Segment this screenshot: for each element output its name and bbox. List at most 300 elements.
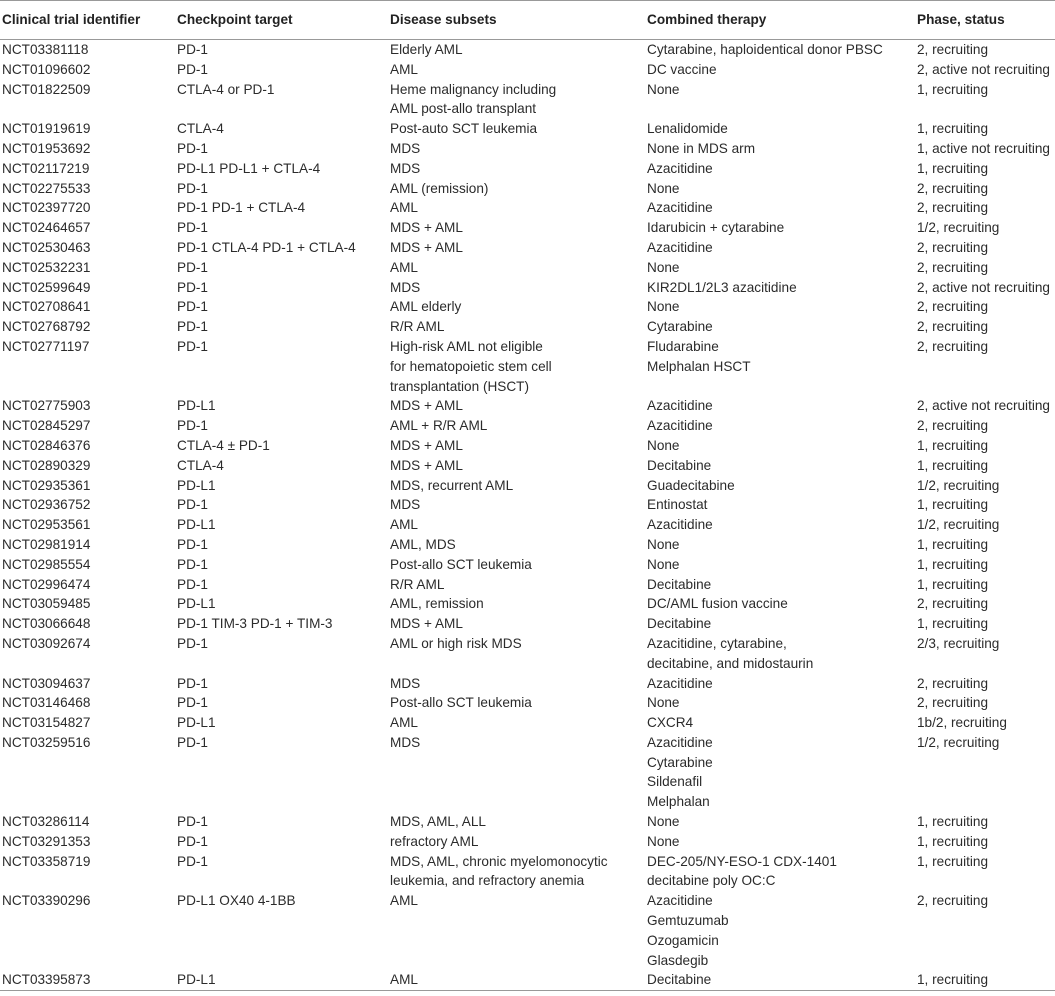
combined-therapy-cell — [645, 555, 915, 575]
trial-id-cell: NCT02768792 — [2, 319, 91, 335]
combined-therapy-cell-line: Glasdegib — [647, 952, 709, 968]
combined-therapy-cell — [645, 60, 915, 80]
combined-therapy-cell — [645, 674, 915, 694]
disease-subsets-cell — [388, 198, 645, 218]
combined-therapy-cell-line: DC vaccine — [647, 61, 717, 77]
phase-status-cell: 1, recruiting — [917, 972, 989, 988]
table-row — [0, 258, 1055, 278]
disease-subsets-cell — [388, 179, 645, 199]
combined-therapy-cell-line: Sildenafil — [647, 774, 703, 790]
table-row — [0, 535, 1055, 555]
table-row — [0, 832, 1055, 852]
trial-id-cell: NCT02935361 — [2, 477, 91, 493]
table-row — [0, 119, 1055, 139]
combined-therapy-cell — [645, 733, 915, 812]
checkpoint-target-cell: PD-1 — [177, 338, 208, 354]
combined-therapy-cell-line: Entinostat — [647, 497, 708, 513]
phase-status-cell: 1, recruiting — [917, 576, 989, 592]
checkpoint-target-cell: PD-1 — [177, 259, 208, 275]
table-row — [0, 812, 1055, 832]
disease-subsets-cell — [388, 436, 645, 456]
combined-therapy-cell — [645, 396, 915, 416]
combined-therapy-cell-line: KIR2DL1/2L3 azacitidine — [647, 279, 797, 295]
trial-id-cell: NCT02708641 — [2, 299, 91, 315]
disease-subsets-cell — [388, 852, 645, 892]
table-row — [0, 80, 1055, 120]
combined-therapy-cell-line: Cytarabine, haploidentical donor PBSC — [647, 42, 883, 57]
disease-subsets-cell-line: MDS + AML — [390, 398, 463, 414]
combined-therapy-cell — [645, 693, 915, 713]
header-checkpoint-target: Checkpoint target — [177, 12, 293, 28]
phase-status-cell: 2, recruiting — [917, 893, 989, 909]
table-row — [0, 693, 1055, 713]
disease-subsets-cell — [388, 555, 645, 575]
trial-id-cell: NCT02996474 — [2, 576, 91, 592]
table-row — [0, 614, 1055, 634]
combined-therapy-cell-line: None in MDS arm — [647, 140, 756, 156]
combined-therapy-cell-line: Azacitidine — [647, 239, 713, 255]
combined-therapy-cell-line: None — [647, 814, 680, 830]
phase-status-cell: 2, recruiting — [917, 695, 989, 711]
combined-therapy-cell — [645, 891, 915, 970]
table-body — [0, 40, 1055, 991]
table-row — [0, 891, 1055, 970]
checkpoint-target-cell: PD-1 — [177, 635, 208, 651]
disease-subsets-cell-line: AML post-allo transplant — [390, 101, 537, 117]
phase-status-cell: 1, recruiting — [917, 437, 989, 453]
combined-therapy-cell — [645, 970, 915, 990]
table-row — [0, 337, 1055, 396]
disease-subsets-cell — [388, 297, 645, 317]
phase-status-cell: 2, recruiting — [917, 259, 989, 275]
combined-therapy-cell-line: None — [647, 299, 680, 315]
phase-status-cell: 2, recruiting — [917, 200, 989, 216]
trial-id-cell: NCT02117219 — [2, 160, 90, 176]
combined-therapy-cell — [645, 179, 915, 199]
header-disease-subsets: Disease subsets — [390, 12, 497, 28]
disease-subsets-cell — [388, 159, 645, 179]
trial-id-cell: NCT02953561 — [2, 517, 91, 533]
checkpoint-target-cell: PD-1 — [177, 576, 208, 592]
disease-subsets-cell-line: AML elderly — [390, 299, 462, 315]
trial-id-cell: NCT01953692 — [2, 140, 91, 156]
disease-subsets-cell-line: MDS + AML — [390, 616, 463, 632]
trial-id-cell: NCT02397720 — [2, 200, 91, 216]
disease-subsets-cell-line: Elderly AML — [390, 42, 463, 57]
trial-id-cell: NCT02771197 — [2, 338, 90, 354]
header-combined-therapy: Combined therapy — [647, 12, 767, 28]
disease-subsets-cell-line: Post-allo SCT leukemia — [390, 695, 532, 711]
disease-subsets-cell-line: MDS — [390, 497, 421, 513]
table-header — [0, 1, 1055, 40]
disease-subsets-cell-line: AML — [390, 972, 418, 988]
disease-subsets-cell — [388, 317, 645, 337]
table-row — [0, 198, 1055, 218]
combined-therapy-cell — [645, 515, 915, 535]
disease-subsets-cell — [388, 476, 645, 496]
trial-id-cell: NCT03146468 — [2, 695, 91, 711]
checkpoint-target-cell: PD-L1 — [177, 517, 216, 533]
combined-therapy-cell-line: None — [647, 833, 680, 849]
combined-therapy-cell — [645, 119, 915, 139]
combined-therapy-cell — [645, 337, 915, 396]
table-row — [0, 40, 1055, 60]
disease-subsets-cell — [388, 119, 645, 139]
checkpoint-target-cell: PD-1 — [177, 319, 208, 335]
combined-therapy-cell — [645, 40, 915, 60]
disease-subsets-cell — [388, 456, 645, 476]
table-row — [0, 139, 1055, 159]
disease-subsets-cell-line: AML (remission) — [390, 180, 489, 196]
combined-therapy-cell-line: Decitabine — [647, 576, 712, 592]
checkpoint-target-cell: PD-1 — [177, 853, 208, 869]
disease-subsets-cell-line: R/R AML — [390, 576, 445, 592]
disease-subsets-cell — [388, 891, 645, 970]
checkpoint-target-cell: PD-L1 — [177, 398, 216, 414]
checkpoint-target-cell: CTLA-4 — [177, 121, 224, 137]
checkpoint-target-cell: PD-L1 PD-L1 + CTLA-4 — [177, 160, 321, 176]
trial-id-cell: NCT02890329 — [2, 457, 91, 473]
checkpoint-target-cell: PD-L1 — [177, 715, 216, 731]
trial-id-cell: NCT03259516 — [2, 734, 91, 750]
trial-id-cell: NCT03066648 — [2, 616, 91, 632]
checkpoint-target-cell: PD-1 — [177, 61, 208, 77]
table-row — [0, 733, 1055, 812]
disease-subsets-cell-line: AML, remission — [390, 596, 484, 612]
trial-id-cell: NCT02985554 — [2, 556, 91, 572]
checkpoint-target-cell: PD-1 — [177, 814, 208, 830]
combined-therapy-cell-line: Decitabine — [647, 457, 712, 473]
combined-therapy-cell-line: Decitabine — [647, 616, 712, 632]
trial-id-cell: NCT02599649 — [2, 279, 91, 295]
disease-subsets-cell-line: MDS + AML — [390, 239, 463, 255]
checkpoint-target-cell: CTLA-4 or PD-1 — [177, 81, 275, 97]
table-row — [0, 970, 1055, 990]
table-row — [0, 456, 1055, 476]
disease-subsets-cell-line: MDS + AML — [390, 437, 463, 453]
combined-therapy-cell-line: CXCR4 — [647, 715, 694, 731]
trial-id-cell: NCT03092674 — [2, 635, 91, 651]
combined-therapy-cell-line: None — [647, 81, 680, 97]
combined-therapy-cell-line: DC/AML fusion vaccine — [647, 596, 788, 612]
disease-subsets-cell — [388, 258, 645, 278]
disease-subsets-cell — [388, 218, 645, 238]
combined-therapy-cell-line: Azacitidine, cytarabine, — [647, 635, 787, 651]
phase-status-cell: 2, recruiting — [917, 418, 989, 434]
disease-subsets-cell-line: MDS — [390, 734, 421, 750]
combined-therapy-cell-line: DEC-205/NY-ESO-1 CDX-1401 — [647, 853, 837, 869]
trial-id-cell: NCT03390296 — [2, 893, 91, 909]
checkpoint-target-cell: PD-1 — [177, 140, 208, 156]
combined-therapy-cell — [645, 317, 915, 337]
disease-subsets-cell — [388, 535, 645, 555]
checkpoint-target-cell: CTLA-4 ± PD-1 — [177, 437, 270, 453]
table-row — [0, 515, 1055, 535]
phase-status-cell: 2, recruiting — [917, 42, 989, 57]
combined-therapy-cell-line: decitabine, and midostaurin — [647, 655, 814, 671]
disease-subsets-cell — [388, 812, 645, 832]
combined-therapy-cell — [645, 476, 915, 496]
disease-subsets-cell-line: MDS — [390, 675, 421, 691]
checkpoint-target-cell: PD-L1 — [177, 477, 216, 493]
phase-status-cell: 1, recruiting — [917, 833, 989, 849]
combined-therapy-cell — [645, 238, 915, 258]
disease-subsets-cell — [388, 278, 645, 298]
trial-id-cell: NCT03291353 — [2, 833, 91, 849]
disease-subsets-cell-line: refractory AML — [390, 833, 479, 849]
checkpoint-target-cell: PD-1 — [177, 180, 208, 196]
phase-status-cell: 1, recruiting — [917, 556, 989, 572]
combined-therapy-cell — [645, 278, 915, 298]
checkpoint-target-cell: PD-1 — [177, 279, 208, 295]
disease-subsets-cell-line: AML — [390, 61, 418, 77]
disease-subsets-cell — [388, 674, 645, 694]
combined-therapy-cell — [645, 258, 915, 278]
phase-status-cell: 2, recruiting — [917, 239, 989, 255]
disease-subsets-cell-line: AML — [390, 200, 418, 216]
phase-status-cell: 2, active not recruiting — [917, 61, 1050, 77]
disease-subsets-cell-line: AML or high risk MDS — [390, 635, 522, 651]
disease-subsets-cell-line: Heme malignancy including — [390, 81, 557, 97]
table-row — [0, 60, 1055, 80]
combined-therapy-cell-line: Azacitidine — [647, 200, 713, 216]
combined-therapy-cell — [645, 198, 915, 218]
phase-status-cell: 2, recruiting — [917, 675, 989, 691]
phase-status-cell: 2, recruiting — [917, 180, 989, 196]
combined-therapy-cell — [645, 713, 915, 733]
trial-id-cell: NCT02775903 — [2, 398, 91, 414]
table-row — [0, 555, 1055, 575]
phase-status-cell: 1/2, recruiting — [917, 477, 1000, 493]
disease-subsets-cell-line: MDS — [390, 140, 421, 156]
combined-therapy-cell-line: Melphalan — [647, 794, 710, 810]
table-row — [0, 852, 1055, 892]
trial-id-cell: NCT02846376 — [2, 437, 91, 453]
checkpoint-target-cell: PD-1 — [177, 497, 208, 513]
table-row — [0, 634, 1055, 674]
table-row — [0, 218, 1055, 238]
table-row — [0, 594, 1055, 614]
table-row — [0, 713, 1055, 733]
table-row — [0, 278, 1055, 298]
phase-status-cell: 1/2, recruiting — [917, 220, 1000, 236]
disease-subsets-cell-line: MDS, AML, chronic myelomonocytic — [390, 853, 608, 869]
trial-id-cell: NCT02845297 — [2, 418, 91, 434]
phase-status-cell: 2, active not recruiting — [917, 398, 1050, 414]
phase-status-cell: 2, recruiting — [917, 299, 989, 315]
checkpoint-target-cell: PD-1 — [177, 220, 208, 236]
disease-subsets-cell — [388, 80, 645, 120]
phase-status-cell: 2, recruiting — [917, 338, 989, 354]
checkpoint-target-cell: PD-1 PD-1 + CTLA-4 — [177, 200, 306, 216]
disease-subsets-cell-line: MDS, AML, ALL — [390, 814, 486, 830]
combined-therapy-cell — [645, 852, 915, 892]
combined-therapy-cell — [645, 812, 915, 832]
disease-subsets-cell-line: AML — [390, 517, 418, 533]
trial-id-cell: NCT02275533 — [2, 180, 91, 196]
trial-id-cell: NCT03381118 — [2, 42, 89, 57]
combined-therapy-cell-line: None — [647, 259, 680, 275]
disease-subsets-cell — [388, 416, 645, 436]
trial-id-cell: NCT03059485 — [2, 596, 91, 612]
table-row — [0, 575, 1055, 595]
disease-subsets-cell-line: MDS, recurrent AML — [390, 477, 514, 493]
trial-id-cell: NCT03154827 — [2, 715, 91, 731]
combined-therapy-cell — [645, 832, 915, 852]
disease-subsets-cell — [388, 139, 645, 159]
combined-therapy-cell-line: Azacitidine — [647, 517, 713, 533]
header-trial-identifier: Clinical trial identifier — [2, 12, 141, 28]
header-row — [0, 1, 1055, 40]
disease-subsets-cell — [388, 495, 645, 515]
trial-id-cell: NCT02530463 — [2, 239, 91, 255]
disease-subsets-cell — [388, 396, 645, 416]
combined-therapy-cell — [645, 159, 915, 179]
disease-subsets-cell — [388, 614, 645, 634]
combined-therapy-cell-line: decitabine poly OC:C — [647, 873, 776, 889]
disease-subsets-cell-line: AML — [390, 259, 418, 275]
combined-therapy-cell — [645, 594, 915, 614]
disease-subsets-cell-line: AML, MDS — [390, 536, 456, 552]
disease-subsets-cell — [388, 832, 645, 852]
combined-therapy-cell — [645, 614, 915, 634]
combined-therapy-cell-line: None — [647, 556, 680, 572]
disease-subsets-cell-line: High-risk AML not eligible — [390, 338, 543, 354]
combined-therapy-cell — [645, 575, 915, 595]
phase-status-cell: 1, recruiting — [917, 457, 989, 473]
combined-therapy-cell — [645, 218, 915, 238]
phase-status-cell: 1, recruiting — [917, 160, 989, 176]
combined-therapy-cell — [645, 634, 915, 674]
disease-subsets-cell-line: AML — [390, 893, 418, 909]
checkpoint-target-cell: PD-1 — [177, 734, 208, 750]
table-row — [0, 416, 1055, 436]
table-row — [0, 495, 1055, 515]
combined-therapy-cell-line: None — [647, 695, 680, 711]
table-row — [0, 238, 1055, 258]
checkpoint-target-cell: PD-1 CTLA-4 PD-1 + CTLA-4 — [177, 239, 356, 255]
combined-therapy-cell-line: Azacitidine — [647, 160, 713, 176]
disease-subsets-cell — [388, 634, 645, 674]
checkpoint-target-cell: PD-1 — [177, 556, 208, 572]
combined-therapy-cell — [645, 297, 915, 317]
disease-subsets-cell-line: MDS + AML — [390, 220, 463, 236]
disease-subsets-cell-line: Post-auto SCT leukemia — [390, 121, 538, 137]
combined-therapy-cell-line: Cytarabine — [647, 754, 713, 770]
combined-therapy-cell-line: Lenalidomide — [647, 121, 728, 137]
checkpoint-target-cell: PD-1 — [177, 299, 208, 315]
trial-id-cell: NCT02532231 — [2, 259, 91, 275]
trial-id-cell: NCT01919619 — [2, 121, 91, 137]
disease-subsets-cell — [388, 733, 645, 812]
combined-therapy-cell-line: Decitabine — [647, 972, 712, 988]
checkpoint-target-cell: CTLA-4 — [177, 457, 224, 473]
disease-subsets-cell-line: for hematopoietic stem cell — [390, 358, 552, 374]
phase-status-cell: 1/2, recruiting — [917, 517, 1000, 533]
combined-therapy-cell-line: None — [647, 180, 680, 196]
table-row — [0, 297, 1055, 317]
disease-subsets-cell — [388, 337, 645, 396]
combined-therapy-cell — [645, 456, 915, 476]
disease-subsets-cell — [388, 60, 645, 80]
disease-subsets-cell — [388, 515, 645, 535]
disease-subsets-cell-line: MDS + AML — [390, 457, 463, 473]
phase-status-cell: 1b/2, recruiting — [917, 715, 1007, 731]
phase-status-cell: 2, recruiting — [917, 319, 989, 335]
table-row — [0, 159, 1055, 179]
table-row — [0, 674, 1055, 694]
combined-therapy-cell — [645, 535, 915, 555]
phase-status-cell: 2/3, recruiting — [917, 635, 1000, 651]
combined-therapy-cell-line: None — [647, 536, 680, 552]
table-row — [0, 436, 1055, 456]
disease-subsets-cell — [388, 970, 645, 990]
checkpoint-target-cell: PD-1 TIM-3 PD-1 + TIM-3 — [177, 616, 333, 632]
phase-status-cell: 2, recruiting — [917, 596, 989, 612]
combined-therapy-cell-line: Azacitidine — [647, 675, 713, 691]
trial-id-cell: NCT03094637 — [2, 675, 91, 691]
checkpoint-target-cell: PD-L1 OX40 4-1BB — [177, 893, 296, 909]
disease-subsets-cell-line: transplantation (HSCT) — [390, 378, 530, 394]
trial-id-cell: NCT03358719 — [2, 853, 91, 869]
disease-subsets-cell — [388, 693, 645, 713]
disease-subsets-cell-line: Post-allo SCT leukemia — [390, 556, 532, 572]
trial-id-cell: NCT01822509 — [2, 81, 91, 97]
trial-id-cell: NCT02464657 — [2, 220, 91, 236]
combined-therapy-cell-line: Azacitidine — [647, 734, 713, 750]
disease-subsets-cell-line: R/R AML — [390, 319, 445, 335]
disease-subsets-cell — [388, 40, 645, 60]
table-row — [0, 476, 1055, 496]
combined-therapy-cell — [645, 436, 915, 456]
combined-therapy-cell-line: Idarubicin + cytarabine — [647, 220, 785, 236]
trial-id-cell: NCT01096602 — [2, 61, 91, 77]
combined-therapy-cell-line: Azacitidine — [647, 398, 713, 414]
combined-therapy-cell-line: Cytarabine — [647, 319, 713, 335]
checkpoint-target-cell: PD-L1 — [177, 972, 216, 988]
table-row — [0, 179, 1055, 199]
combined-therapy-cell-line: Fludarabine — [647, 338, 719, 354]
trial-id-cell: NCT02936752 — [2, 497, 91, 513]
combined-therapy-cell-line: Gemtuzumab — [647, 913, 729, 929]
checkpoint-target-cell: PD-1 — [177, 418, 208, 434]
checkpoint-target-cell: PD-1 — [177, 833, 208, 849]
disease-subsets-cell — [388, 713, 645, 733]
checkpoint-target-cell: PD-1 — [177, 536, 208, 552]
phase-status-cell: 1, recruiting — [917, 81, 989, 97]
disease-subsets-cell-line: leukemia, and refractory anemia — [390, 873, 585, 889]
combined-therapy-cell-line: Azacitidine — [647, 418, 713, 434]
phase-status-cell: 1, recruiting — [917, 814, 989, 830]
combined-therapy-cell — [645, 80, 915, 120]
phase-status-cell: 1, active not recruiting — [917, 140, 1050, 156]
phase-status-cell: 1, recruiting — [917, 853, 989, 869]
disease-subsets-cell — [388, 594, 645, 614]
combined-therapy-cell — [645, 416, 915, 436]
phase-status-cell: 1/2, recruiting — [917, 734, 1000, 750]
disease-subsets-cell-line: MDS — [390, 279, 421, 295]
disease-subsets-cell — [388, 238, 645, 258]
phase-status-cell: 1, recruiting — [917, 497, 989, 513]
disease-subsets-cell-line: AML + R/R AML — [390, 418, 488, 434]
checkpoint-target-cell: PD-1 — [177, 675, 208, 691]
table-row — [0, 396, 1055, 416]
combined-therapy-cell-line: Azacitidine — [647, 893, 713, 909]
combined-therapy-cell-line: Melphalan HSCT — [647, 358, 751, 374]
phase-status-cell: 2, active not recruiting — [917, 279, 1050, 295]
disease-subsets-cell — [388, 575, 645, 595]
disease-subsets-cell-line: MDS — [390, 160, 421, 176]
